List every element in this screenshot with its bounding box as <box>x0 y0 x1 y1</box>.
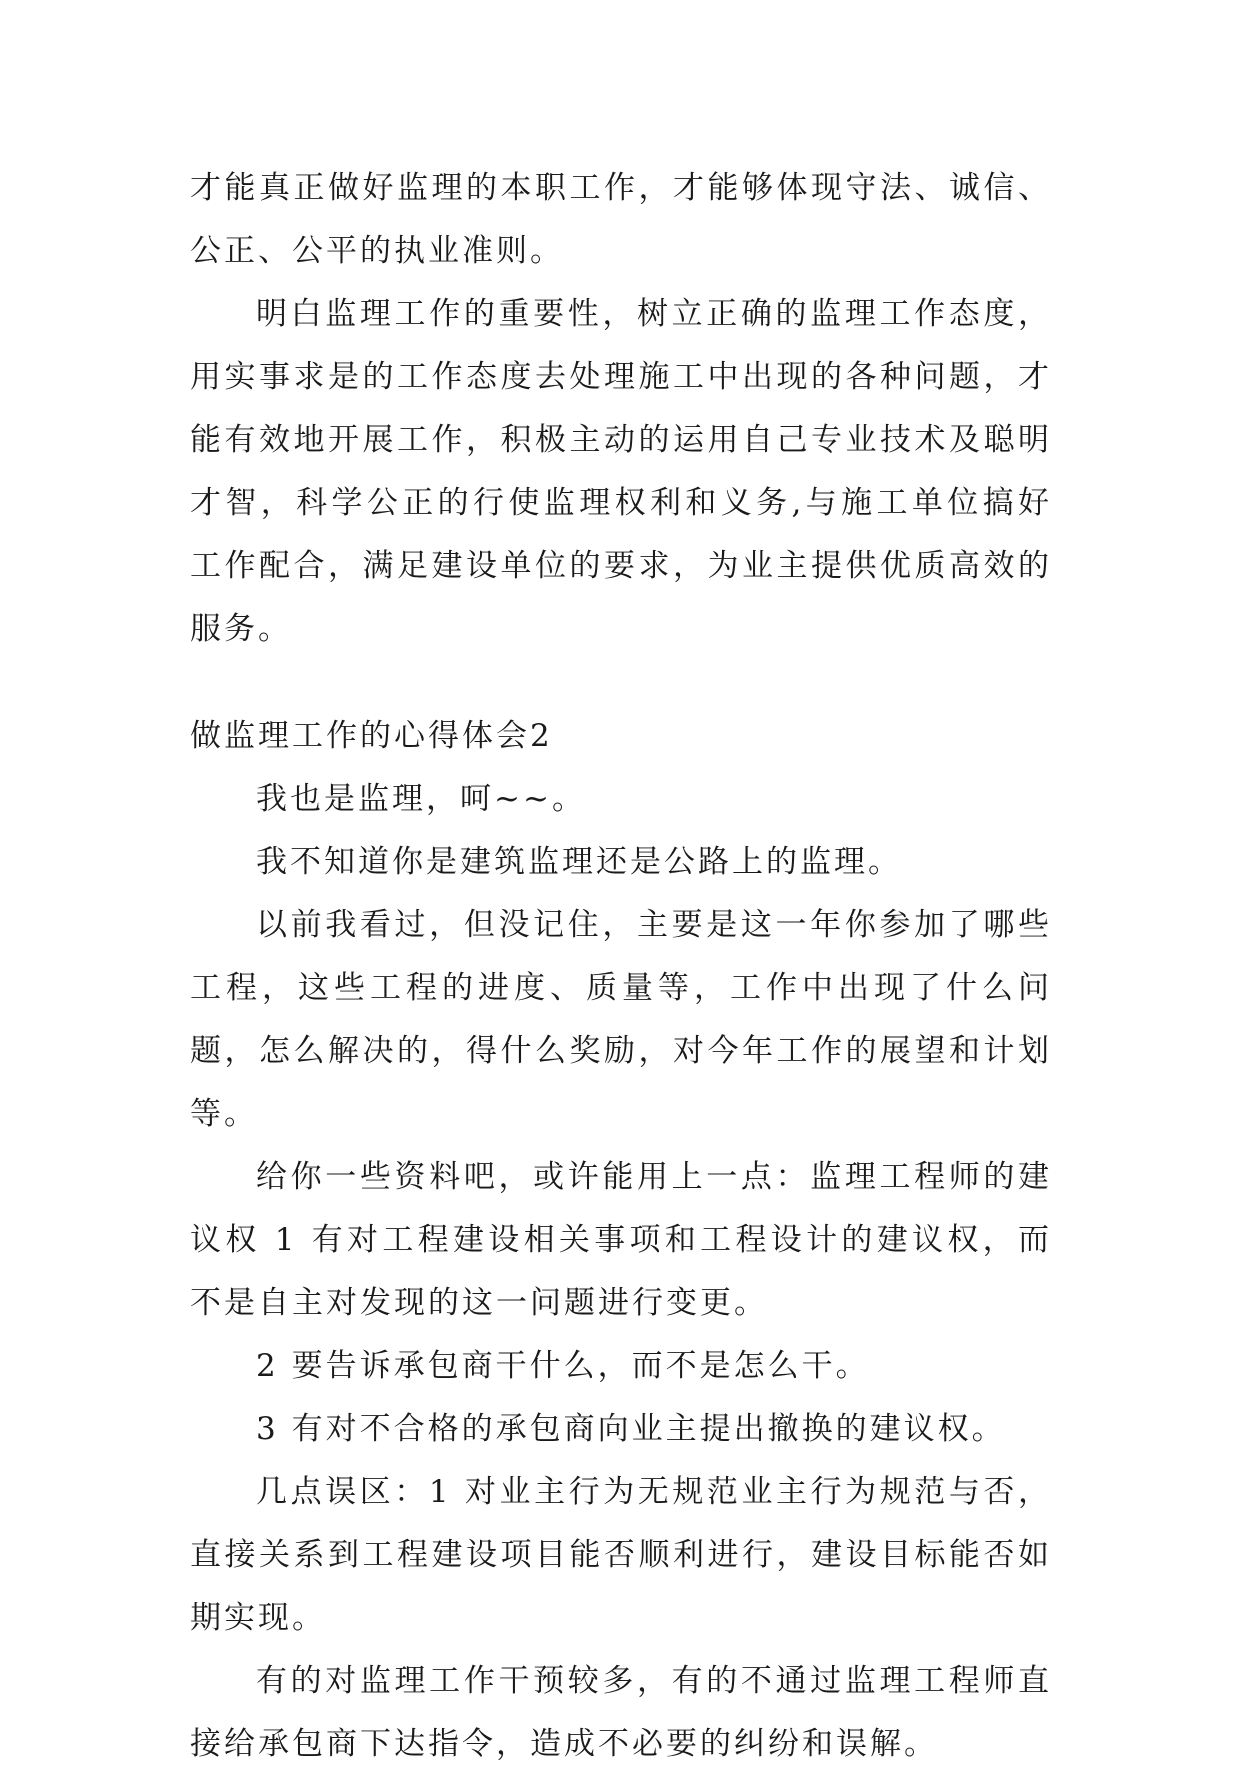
paragraph-3: 以前我看过，但没记住，主要是这一年你参加了哪些工程，这些工程的进度、质量等，工作中出现了什么问题，怎么解决的，得什么奖励，对今年工作的展望和计划等。 <box>190 907 1052 1132</box>
paragraph-2: 我不知道你是建筑监理还是公路上的监理。 <box>256 844 902 880</box>
paragraph-7: 几点误区：1 对业主行为无规范业主行为规范与否，直接关系到工程建设项目能否顺利进行，建设目标能否如期实现。 <box>190 1474 1052 1636</box>
section-heading: 做监理工作的心得体会2 <box>190 718 553 754</box>
paragraph-continuation: 才能真正做好监理的本职工作，才能够体现守法、诚信、公正、公平的执业准则。 <box>190 170 1052 269</box>
paragraph-5: 2 要告诉承包商干什么，而不是怎么干。 <box>256 1348 870 1384</box>
paragraph-4: 给你一些资料吧，或许能用上一点：监理工程师的建议权 1 有对工程建设相关事项和工程设计的建议权，而不是自主对发现的这一问题进行变更。 <box>190 1159 1052 1321</box>
paragraph-8: 有的对监理工作干预较多，有的不通过监理工程师直接给承包商下达指令，造成不必要的纠纷和误解。 <box>190 1663 1052 1762</box>
paragraph-1: 我也是监理，呵~~。 <box>256 781 586 817</box>
document-body <box>190 157 1052 1776</box>
paragraph-6: 3 有对不合格的承包商向业主提出撤换的建议权。 <box>256 1411 1006 1447</box>
paragraph-attitude: 明白监理工作的重要性，树立正确的监理工作态度，用实事求是的工作态度去处理施工中出现的各种问题，才能有效地开展工作，积极主动的运用自己专业技术及聪明才智，科学公正的行使监理权利和义务,与施工单位搞好工作配合，满足建设单位的要求，为业主提供优质高效的服务。 <box>190 296 1052 647</box>
